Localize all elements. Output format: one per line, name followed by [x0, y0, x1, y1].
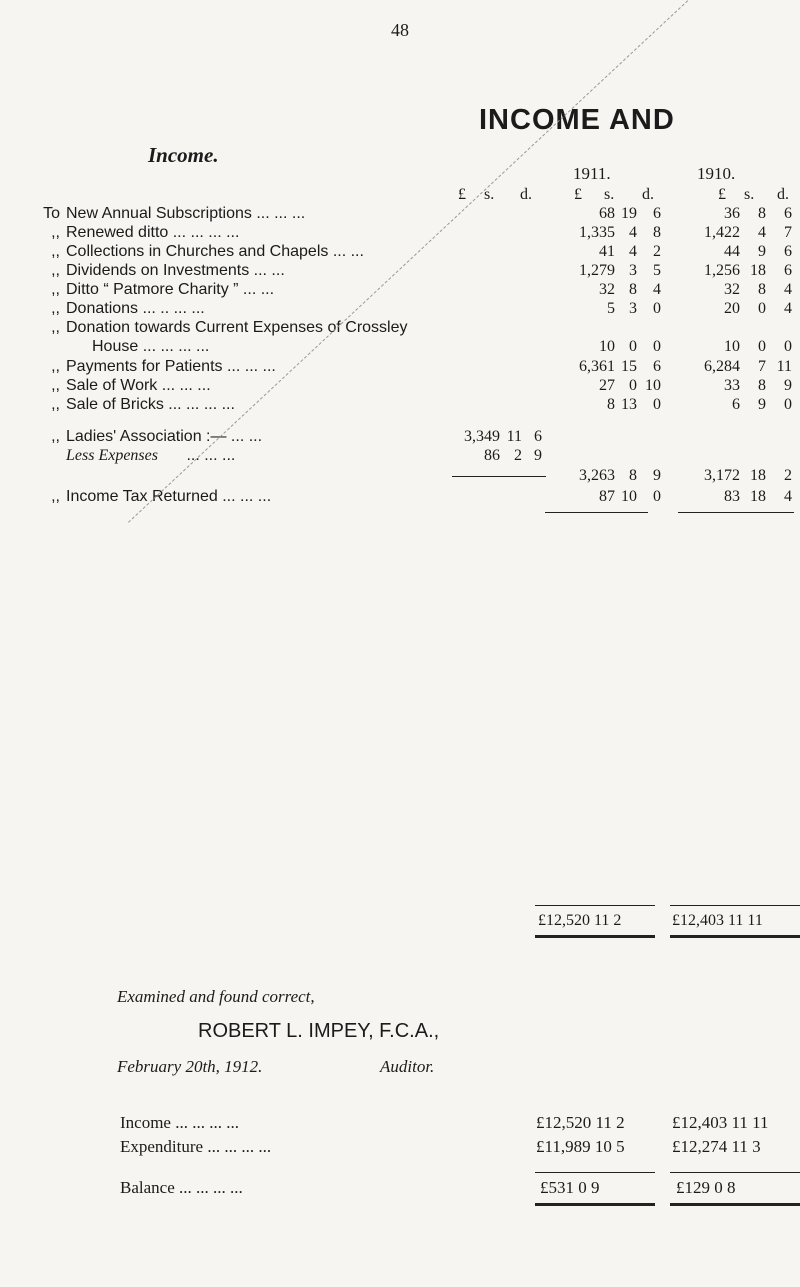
value-1910-pence: 6	[784, 262, 792, 279]
value-1911-pence: 2	[653, 243, 661, 260]
balance-current: £531 0 9	[540, 1178, 600, 1197]
header-pound-previous: £	[718, 186, 726, 203]
value-1911-pounds: 8	[607, 396, 615, 413]
row-lead: ,,	[51, 488, 60, 505]
income-tax-label: Income Tax Returned ... ... ...	[66, 488, 272, 505]
income-tax-previous-s: 18	[750, 488, 766, 505]
ladies-net-previous-l: 3,172	[704, 467, 740, 484]
less-label: Less Expenses	[66, 447, 158, 464]
total-previous: £12,403 11 11	[672, 912, 763, 929]
value-1911-pence: 0	[653, 396, 661, 413]
value-1910-shillings: 8	[758, 377, 766, 394]
row-label-text: Ditto “ Patmore Charity ” ... ...	[66, 281, 275, 298]
header-pound: £	[458, 186, 466, 203]
balance-previous: £129 0 8	[676, 1178, 736, 1197]
row-lead: ,,	[51, 377, 60, 394]
value-1911-shillings: 3	[629, 262, 637, 279]
value-1911-pence: 4	[653, 281, 661, 298]
value-1911-shillings: 0	[629, 377, 637, 394]
auditor-name: ROBERT L. IMPEY, F.C.A.,	[198, 1020, 440, 1042]
income-row-label	[0, 224, 239, 242]
summary-income-current: £12,520 11 2	[536, 1113, 625, 1132]
ladies-net-current-s: 8	[629, 467, 637, 484]
row-lead: ,,	[51, 262, 60, 279]
year-current: 1911.	[573, 164, 611, 183]
income-tax-current-d: 0	[653, 488, 661, 505]
value-1911-shillings: 3	[629, 300, 637, 317]
value-1911-pounds: 1,335	[579, 224, 615, 241]
value-1910-pence: 11	[776, 358, 792, 375]
row-lead: ,,	[51, 396, 60, 413]
value-1911-pence: 10	[645, 377, 661, 394]
total-current: £12,520 11 2	[538, 912, 622, 929]
value-1910-pounds: 6,284	[704, 358, 740, 375]
year-previous: 1910.	[697, 164, 736, 183]
value-1911-pounds: 27	[599, 377, 615, 394]
row-lead: ,,	[51, 281, 60, 298]
summary-expenditure-previous: £12,274 11 3	[672, 1137, 761, 1156]
value-1910-shillings: 18	[750, 262, 766, 279]
header-shilling-current: s.	[604, 186, 615, 203]
value-1910-pence: 0	[784, 396, 792, 413]
value-1911-pounds: 41	[599, 243, 615, 260]
value-1910-pounds: 33	[724, 377, 740, 394]
row-label-text: Renewed ditto ... ... ... ...	[66, 224, 240, 241]
income-row-label	[0, 243, 364, 261]
income-row-label	[0, 358, 276, 376]
value-1910-pounds: 10	[724, 338, 740, 355]
row-lead: ,,	[51, 300, 60, 317]
ladies-amount-s: 11	[506, 428, 522, 445]
value-1910-shillings: 0	[758, 338, 766, 355]
ladies-net-current-l: 3,263	[579, 467, 615, 484]
row-label-text: Payments for Patients ... ... ...	[66, 358, 276, 375]
income-tax-row	[0, 488, 271, 506]
value-1910-pounds: 1,256	[704, 262, 740, 279]
value-1911-shillings: 4	[629, 243, 637, 260]
row-lead: ,,	[51, 428, 60, 445]
income-tax-current-s: 10	[621, 488, 637, 505]
value-1911-pence: 6	[653, 358, 661, 375]
balance-rule-previous-bottom	[670, 1203, 800, 1206]
row-label-text: Collections in Churches and Chapels ... ...	[66, 243, 364, 260]
row-label-text: New Annual Subscriptions ... ... ...	[66, 205, 306, 222]
value-1911-pounds: 1,279	[579, 262, 615, 279]
row-label-text: Donations ... .. ... ...	[66, 300, 205, 317]
ladies-amount-d: 6	[534, 428, 542, 445]
income-row-label	[0, 300, 205, 318]
value-1911-pence: 5	[653, 262, 661, 279]
value-1910-pence: 6	[784, 205, 792, 222]
header-pence: d.	[520, 186, 532, 203]
row-lead: To	[43, 205, 60, 222]
ladies-net-previous-s: 18	[750, 467, 766, 484]
page-heading: INCOME AND	[479, 104, 675, 136]
row-label-text: Donation towards Current Expenses of Crossley	[66, 319, 408, 336]
value-1910-pence: 9	[784, 377, 792, 394]
total-rule-previous-top	[670, 905, 800, 906]
summary-expenditure-current: £11,989 10 5	[536, 1137, 625, 1156]
value-1911-pence: 0	[653, 300, 661, 317]
less-amount-l: 86	[484, 447, 500, 464]
value-1911-shillings: 8	[629, 281, 637, 298]
value-1910-pence: 6	[784, 243, 792, 260]
value-1911-pence: 8	[653, 224, 661, 241]
header-pence-previous: d.	[777, 186, 789, 203]
page-number: 48	[391, 20, 409, 40]
value-1911-pence: 0	[653, 338, 661, 355]
value-1910-pounds: 44	[724, 243, 740, 260]
income-row-label	[0, 396, 235, 414]
value-1910-shillings: 4	[758, 224, 766, 241]
value-1910-pence: 4	[784, 300, 792, 317]
value-1911-shillings: 15	[621, 358, 637, 375]
value-1910-shillings: 9	[758, 243, 766, 260]
balance-rule-current-bottom	[535, 1203, 655, 1206]
header-shilling: s.	[484, 186, 495, 203]
income-tax-current-l: 87	[599, 488, 615, 505]
summary-income-previous: £12,403 11 11	[672, 1113, 769, 1132]
income-title: Income.	[148, 143, 219, 167]
ladies-amount-l: 3,349	[464, 428, 500, 445]
value-1910-shillings: 8	[758, 281, 766, 298]
ladies-row	[0, 428, 262, 446]
income-tax-previous-d: 4	[784, 488, 792, 505]
header-pence-current: d.	[642, 186, 654, 203]
less-dots: ... ... ...	[186, 447, 236, 464]
value-1910-shillings: 7	[758, 358, 766, 375]
row-lead: ,,	[51, 358, 60, 375]
less-amount-d: 9	[534, 447, 542, 464]
value-1910-pounds: 1,422	[704, 224, 740, 241]
income-row-label-continued	[0, 338, 209, 356]
income-row-label	[0, 319, 408, 337]
summary-income-label: Income ... ... ... ...	[120, 1113, 239, 1132]
row-lead: ,,	[51, 319, 60, 336]
value-1911-shillings: 0	[629, 338, 637, 355]
value-1911-shillings: 4	[629, 224, 637, 241]
income-row-label	[0, 281, 274, 299]
income-row-label	[0, 262, 285, 280]
balance-rule-current-top	[535, 1172, 655, 1173]
income-row-label	[0, 377, 211, 395]
income-tax-previous-l: 83	[724, 488, 740, 505]
value-1910-pounds: 36	[724, 205, 740, 222]
summary-expenditure-label: Expenditure ... ... ... ...	[120, 1137, 272, 1156]
auditor-title: Auditor.	[380, 1057, 435, 1076]
column-rule-current	[545, 512, 648, 513]
value-1910-pence: 0	[784, 338, 792, 355]
value-1911-pounds: 6,361	[579, 358, 615, 375]
less-amount-s: 2	[514, 447, 522, 464]
value-1910-pounds: 32	[724, 281, 740, 298]
header-shilling-previous: s.	[744, 186, 755, 203]
value-1910-shillings: 9	[758, 396, 766, 413]
value-1910-pounds: 6	[732, 396, 740, 413]
value-1911-shillings: 13	[621, 396, 637, 413]
total-rule-current-top	[535, 905, 655, 906]
ladies-net-previous-d: 2	[784, 467, 792, 484]
value-1911-shillings: 19	[621, 205, 637, 222]
income-row-label	[0, 205, 305, 223]
balance-rule-previous-top	[670, 1172, 800, 1173]
total-rule-current-bottom	[535, 935, 655, 938]
value-1910-shillings: 0	[758, 300, 766, 317]
row-label-text: Sale of Bricks ... ... ... ...	[66, 396, 235, 413]
value-1911-pence: 6	[653, 205, 661, 222]
row-label-text: Sale of Work ... ... ...	[66, 377, 211, 394]
value-1910-pence: 4	[784, 281, 792, 298]
balance-label: Balance ... ... ... ...	[120, 1178, 243, 1197]
value-1910-pence: 7	[784, 224, 792, 241]
value-1911-pounds: 5	[607, 300, 615, 317]
row-label-text: House ... ... ... ...	[92, 338, 210, 355]
examined-note: Examined and found correct,	[117, 987, 315, 1006]
row-label-text: Dividends on Investments ... ...	[66, 262, 285, 279]
audit-date: February 20th, 1912.	[117, 1057, 263, 1076]
column-rule-previous	[678, 512, 794, 513]
value-1910-pounds: 20	[724, 300, 740, 317]
row-lead: ,,	[51, 224, 60, 241]
row-lead: ,,	[51, 243, 60, 260]
value-1911-pounds: 32	[599, 281, 615, 298]
header-pound-current: £	[574, 186, 582, 203]
value-1911-pounds: 10	[599, 338, 615, 355]
ladies-net-current-d: 9	[653, 467, 661, 484]
value-1910-shillings: 8	[758, 205, 766, 222]
total-rule-previous-bottom	[670, 935, 800, 938]
ladies-label: Ladies' Association :— ... ...	[66, 428, 263, 445]
value-1911-pounds: 68	[599, 205, 615, 222]
ladies-subtotal-rule	[452, 476, 546, 477]
